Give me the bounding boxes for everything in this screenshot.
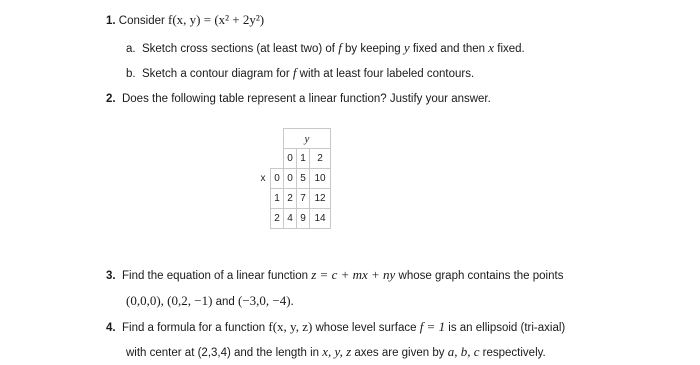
table-cell: 14	[310, 209, 331, 229]
problem-1b-letter: b.	[126, 68, 136, 80]
problem-1a-letter: a.	[126, 43, 136, 55]
table-x-value: 1	[271, 189, 284, 209]
table-y-header: y	[284, 129, 331, 149]
problem-2	[106, 92, 491, 106]
problem-3-points-line	[126, 294, 294, 309]
problem-4-level: f = 1	[419, 319, 446, 334]
problem-4-text-3: is an ellipsoid (tri-axial)	[445, 322, 566, 334]
problem-4-line2-2: axes are given by	[351, 347, 448, 359]
table-row	[256, 189, 331, 209]
problem-4	[106, 320, 565, 335]
problem-1-formula: f(x, y) = (x² + 2y²)	[168, 12, 265, 27]
table-y-value: 1	[297, 149, 310, 169]
problem-1a	[126, 41, 525, 56]
problem-1b-f: f	[292, 65, 297, 80]
problem-4-line2-1: with center at (2,3,4) and the length in	[126, 347, 323, 359]
table-y-value: 0	[284, 149, 297, 169]
table-header-y-row	[256, 129, 331, 149]
problem-3	[106, 268, 563, 283]
problem-4-abc: a, b, c	[447, 344, 480, 359]
problem-3-text-1: Find the equation of a linear function	[121, 270, 312, 282]
table-cell: 12	[310, 189, 331, 209]
table-row	[256, 169, 331, 189]
problem-1a-text-3: fixed and then	[409, 43, 489, 55]
problem-1a-text-2: by keeping	[341, 43, 404, 55]
problem-3-and: and	[212, 296, 238, 308]
problem-4-text-1: Find a formula for a function	[121, 322, 269, 334]
problem-4-line2-3: respectively.	[479, 347, 546, 359]
problem-3-number: 3.	[106, 270, 116, 282]
table-cell: 4	[284, 209, 297, 229]
problem-2-text: Does the following table represent a linear function? Justify your answer.	[121, 93, 491, 105]
table-cell: 5	[297, 169, 310, 189]
table-cell: 0	[284, 169, 297, 189]
function-value-table	[256, 128, 331, 229]
problem-4-formula: f(x, y, z)	[268, 319, 313, 334]
problem-4-number: 4.	[106, 322, 116, 334]
problem-2-number: 2.	[106, 93, 116, 105]
problem-1	[106, 13, 264, 28]
problem-1b	[126, 66, 474, 81]
problem-3-text-2: whose graph contains the points	[395, 270, 564, 282]
problem-3-points: (0,0,0), (0,2, −1)	[126, 293, 213, 308]
table-row	[256, 209, 331, 229]
problem-4-axes: x, y, z	[322, 344, 352, 359]
problem-1a-f: f	[338, 40, 342, 55]
problem-3-point-last: (−3,0, −4).	[237, 293, 294, 308]
table-cell: 7	[297, 189, 310, 209]
problem-1a-text-4: fixed.	[494, 43, 525, 55]
table-cell: 9	[297, 209, 310, 229]
table-y-value: 2	[310, 149, 331, 169]
table-x-label: x	[260, 173, 266, 184]
problem-1a-text-1: Sketch cross sections (at least two) of	[141, 43, 339, 55]
problem-3-formula: z = c + mx + ny	[311, 267, 396, 282]
problem-1-number: 1.	[106, 15, 116, 27]
problem-1-prefix: Consider	[118, 15, 169, 27]
table-cell: 2	[284, 189, 297, 209]
table-cell: 10	[310, 169, 331, 189]
table-x-value: 2	[271, 209, 284, 229]
problem-4-text-2: whose level surface	[312, 322, 420, 334]
problem-4-line-2	[126, 345, 546, 360]
table-x-value: 0	[271, 169, 284, 189]
problem-1b-text-2: with at least four labeled contours.	[296, 68, 475, 80]
problem-1a-y: y	[403, 40, 410, 55]
problem-1a-x: x	[488, 40, 495, 55]
problem-1b-text-1: Sketch a contour diagram for	[141, 68, 293, 80]
table-y-values-row	[256, 149, 331, 169]
